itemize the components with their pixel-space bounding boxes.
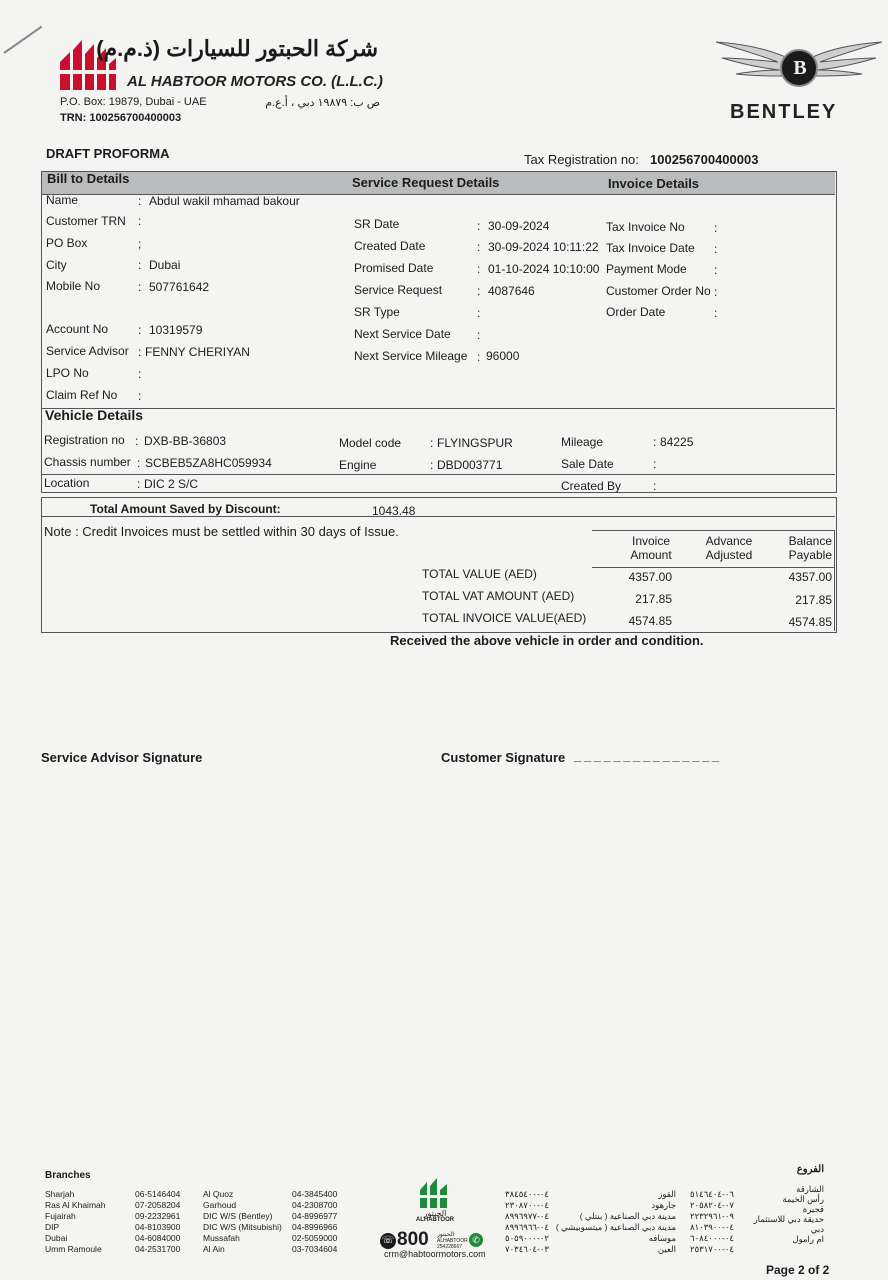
veh-value-location: DIC 2 S/C xyxy=(144,477,199,491)
sr-label-next-mileage: Next Service Mileage xyxy=(354,349,468,363)
branch-phone-arabic: ٠٤-٦٠٨٤٠٠٠ xyxy=(690,1233,734,1243)
veh-value-model-code: FLYINGSPUR xyxy=(437,436,513,450)
bill-label-mobile: Mobile No xyxy=(46,279,101,293)
bill-label-account: Account No xyxy=(46,322,109,336)
corner-mark xyxy=(3,26,42,54)
service-advisor-signature-label: Service Advisor Signature xyxy=(41,750,203,765)
branch-name: Dubai xyxy=(45,1233,68,1243)
inv-label-order-date: Order Date xyxy=(606,305,666,319)
bill-sep-city: : xyxy=(138,258,142,272)
sr-value-promised: 01-10-2024 10:10:00 xyxy=(488,262,600,276)
sr-label-created: Created Date xyxy=(354,239,426,253)
col-advance-adjusted-1: Advance xyxy=(705,534,753,548)
branch-name: Mussafah xyxy=(203,1233,240,1243)
inv-label-payment-mode: Payment Mode xyxy=(606,262,687,276)
bill-value-city: Dubai xyxy=(149,258,181,272)
branch-phone: 07-2058204 xyxy=(135,1200,181,1210)
branch-phone-arabic: ٠٤-٣٨٤٥٤٠٠ xyxy=(505,1189,549,1199)
bill-sep-account: : xyxy=(138,323,142,337)
veh-value-chassis: SCBEB5ZA8HC059934 xyxy=(145,456,272,470)
branch-name: DIP xyxy=(45,1222,60,1232)
veh-value-engine: DBD003771 xyxy=(437,458,503,472)
bill-sep-customer-trn: : xyxy=(138,214,142,228)
branch-name: Umm Ramoule xyxy=(45,1244,102,1254)
vehicle-divider-location xyxy=(42,474,835,475)
bill-to-header: Bill to Details xyxy=(47,171,130,186)
bill-sep-claim-ref: : xyxy=(138,389,142,403)
branches-label-arabic: الفروع xyxy=(796,1164,824,1175)
inv-sep-tax-invoice-no: : xyxy=(714,221,718,235)
bill-value-service-advisor: FENNY CHERIYAN xyxy=(145,345,250,359)
branch-phone: 04-2308700 xyxy=(292,1200,338,1210)
branch-phone-arabic: ٠٤-٨٩٩٦٩٧٧ xyxy=(505,1211,549,1221)
sr-value-service-request: 4087646 xyxy=(488,284,535,298)
bill-label-po-box: PO Box xyxy=(46,236,88,250)
credit-note: Note : Credit Invoices must be settled within 30 days of Issue. xyxy=(44,524,399,539)
branch-phone-arabic: ٠٧-٢٠٥٨٢٠٤ xyxy=(690,1200,734,1210)
company-name-arabic: شركة الحبتور للسيارات (ذ.م.م) xyxy=(96,36,378,61)
phone-icon: ☏ xyxy=(380,1233,396,1249)
discount-saved-value: 1043.48 xyxy=(372,504,416,518)
bill-sep-po-box: ; xyxy=(138,237,142,251)
totals-top-divider xyxy=(42,516,835,517)
sr-label-promised: Promised Date xyxy=(354,261,434,275)
bill-label-service-advisor: Service Advisor xyxy=(46,344,129,358)
bill-sep-lpo: : xyxy=(138,367,142,381)
branch-phone: 06-5146404 xyxy=(135,1189,181,1199)
received-statement: Received the above vehicle in order and condition. xyxy=(390,633,704,648)
totals-table-header-bottom xyxy=(592,567,835,568)
branch-phone-arabic: ٠٦-٥١٤٦٤٠٤ xyxy=(690,1189,734,1199)
sr-value-created: 30-09-2024 10:11:22 xyxy=(488,240,599,254)
col-invoice-amount-1: Invoice xyxy=(631,534,671,548)
page-number: Page 2 of 2 xyxy=(766,1263,830,1277)
branch-phone-arabic: ٠٢-٥٠٥٩٠٠٠ xyxy=(505,1233,549,1243)
totals-balance-col-divider xyxy=(834,530,835,631)
inv-label-tax-invoice-date: Tax Invoice Date xyxy=(606,241,695,255)
branch-phone: 04-6084000 xyxy=(135,1233,181,1243)
bill-sep-name: : xyxy=(138,194,142,208)
footer-col1-phones xyxy=(135,1189,180,1255)
discount-saved-label: Total Amount Saved by Discount: xyxy=(90,502,281,516)
footer-logo-caption: ALHABTOOR xyxy=(415,1217,455,1223)
branch-phone-arabic: ٠٤-٢٥٣١٧٠٠ xyxy=(690,1244,734,1254)
customer-signature-line: _ _ _ _ _ _ _ _ _ _ _ _ _ _ _ xyxy=(574,748,719,763)
branch-name: Ras Al Khaimah xyxy=(45,1200,106,1210)
tax-registration-value: 100256700400003 xyxy=(650,152,759,167)
branch-phone: 04-2531700 xyxy=(135,1244,181,1254)
total-invoice-invoice: 4574.85 xyxy=(628,614,672,628)
branch-phone: 04-8996966 xyxy=(292,1222,338,1232)
total-value-label: TOTAL VALUE (AED) xyxy=(422,567,537,581)
sr-sep-next-mileage: : xyxy=(477,350,481,364)
branch-phone-arabic: ٠٩-٢٢٣٢٩٦١ xyxy=(690,1211,734,1221)
inv-label-customer-order: Customer Order No xyxy=(606,284,711,298)
customer-signature-label: Customer Signature xyxy=(441,750,566,765)
inv-sep-order-date: : xyxy=(714,306,718,320)
bill-sep-service-advisor: : xyxy=(138,345,142,359)
vehicle-divider-top xyxy=(42,408,835,409)
bill-label-customer-trn: Customer TRN xyxy=(46,214,126,228)
footer-hotline-sub: ALHABTOOR 254228667 xyxy=(437,1238,468,1250)
bill-label-claim-ref: Claim Ref No xyxy=(46,388,118,402)
branch-name-arabic: العين xyxy=(657,1244,676,1254)
sr-sep-next-date: : xyxy=(477,328,481,342)
bentley-wordmark: BENTLEY xyxy=(730,101,838,123)
inv-sep-payment-mode: : xyxy=(714,263,718,277)
branches-label: Branches xyxy=(45,1170,91,1181)
footer-habtoor-logo-icon xyxy=(418,1178,452,1208)
branch-name: Al Quoz xyxy=(203,1189,234,1199)
veh-sep-chassis: : xyxy=(137,456,141,470)
branch-phone: 04-8996977 xyxy=(292,1211,338,1221)
veh-sep-registration: : xyxy=(135,434,139,448)
col-balance-payable-1: Balance xyxy=(788,534,832,548)
branch-name-arabic: دبي xyxy=(810,1224,824,1234)
branch-name-arabic: حديقة دبي للاستثمار xyxy=(753,1214,824,1224)
bill-value-mobile: 507761642 xyxy=(149,280,210,294)
bill-value-name: Abdul wakil mhamad bakour xyxy=(149,194,300,208)
vehicle-details-header: Vehicle Details xyxy=(45,407,144,423)
branch-name-arabic: الشارقة xyxy=(796,1184,824,1194)
veh-value-mileage: 84225 xyxy=(660,435,694,449)
footer-ar-col2-phones xyxy=(690,1189,734,1255)
veh-label-chassis: Chassis number xyxy=(44,455,131,469)
col-invoice-amount-2: Amount xyxy=(630,548,672,562)
bill-sep-mobile: : xyxy=(138,280,142,294)
bill-value-account: 10319579 xyxy=(149,323,203,337)
veh-label-mileage: Mileage xyxy=(561,435,604,449)
branch-name-arabic: جارهود xyxy=(651,1200,676,1210)
total-vat-label: TOTAL VAT AMOUNT (AED) xyxy=(422,589,575,603)
footer-ar-col2-names xyxy=(752,1184,824,1244)
branch-name: Al Ain xyxy=(203,1244,225,1254)
inv-sep-tax-invoice-date: : xyxy=(714,242,718,256)
col-balance-payable-2: Payable xyxy=(788,548,832,562)
footer-ar-col1-names xyxy=(555,1189,676,1255)
inv-sep-customer-order: : xyxy=(714,285,718,299)
branch-name: Fujairah xyxy=(45,1211,76,1221)
document-title: DRAFT PROFORMA xyxy=(46,146,170,161)
bill-label-name: Name xyxy=(46,193,79,207)
total-vat-invoice: 217.85 xyxy=(635,592,672,606)
company-po-box: P.O. Box: 19879, Dubai - UAE xyxy=(60,96,207,108)
company-po-box-arabic: ص ب: ١٩٨٧٩ دبي ، أ.ع.م xyxy=(265,97,380,109)
bentley-logo-letter: B xyxy=(793,57,807,79)
branch-name-arabic: مدينة دبي الصناعية ( ميتسوبيشي ) xyxy=(555,1222,676,1232)
branch-name-arabic: القوز xyxy=(658,1189,676,1199)
branch-name-arabic: رأس الخيمة xyxy=(782,1194,824,1204)
company-trn: TRN: 100256700400003 xyxy=(60,112,182,124)
sr-value-date: 30-09-2024 xyxy=(488,219,550,233)
branch-phone: 02-5059000 xyxy=(292,1233,338,1243)
branch-phone-arabic: ٠٤-٢٣٠٨٧٠٠ xyxy=(505,1200,549,1210)
branch-name: DIC W/S (Mitsubishi) xyxy=(203,1222,282,1232)
branch-name-arabic: مدينة دبي الصناعية ( بنتلي ) xyxy=(579,1211,676,1221)
branch-name-arabic: ام رامول xyxy=(792,1234,824,1244)
veh-sep-sale-date: : xyxy=(653,457,657,471)
totals-table-top xyxy=(592,530,835,531)
branch-phone: 04-3845400 xyxy=(292,1189,338,1199)
branch-phone-arabic: ٠٤-٨١٠٣٩٠٠ xyxy=(690,1222,734,1232)
sr-sep-created: : xyxy=(477,240,481,254)
sr-label-next-date: Next Service Date xyxy=(354,327,451,341)
tax-registration-label: Tax Registration no: xyxy=(524,152,639,167)
total-value-balance: 4357.00 xyxy=(788,570,832,584)
branch-name: DIC W/S (Bentley) xyxy=(203,1211,273,1221)
sr-sep-type: : xyxy=(477,306,481,320)
veh-value-registration: DXB-BB-36803 xyxy=(144,434,227,448)
sr-label-type: SR Type xyxy=(354,305,400,319)
branch-name: Garhoud xyxy=(203,1200,237,1210)
footer-logo-caption-arabic: الحبتور xyxy=(423,1209,447,1218)
veh-sep-engine: : xyxy=(430,458,434,472)
footer-col2-names xyxy=(203,1189,282,1255)
total-invoice-balance: 4574.85 xyxy=(788,615,832,629)
sr-label-date: SR Date xyxy=(354,217,400,231)
veh-label-location: Location xyxy=(44,476,90,490)
footer-col2-phones xyxy=(292,1189,337,1255)
veh-label-engine: Engine xyxy=(339,458,377,472)
inv-label-tax-invoice-no: Tax Invoice No xyxy=(606,220,685,234)
veh-label-created-by: Created By xyxy=(561,479,622,493)
branch-phone-arabic: ٠٤-٨٩٩٦٩٦٦ xyxy=(505,1222,549,1232)
bill-label-city: City xyxy=(46,258,67,272)
footer-hotline-sub-arabic: الحبتور xyxy=(437,1232,454,1238)
branch-phone: 04-8103900 xyxy=(135,1222,181,1232)
sr-sep-service-request: : xyxy=(477,284,481,298)
footer-email: crm@habtoormotors.com xyxy=(384,1249,486,1259)
col-advance-adjusted-2: Adjusted xyxy=(705,548,753,562)
footer-col1-names xyxy=(45,1189,105,1255)
sr-sep-promised: : xyxy=(477,262,481,276)
veh-label-sale-date: Sale Date xyxy=(561,457,614,471)
veh-label-registration: Registration no xyxy=(44,433,125,447)
footer-hotline-number: 800 xyxy=(397,1229,429,1250)
total-invoice-label: TOTAL INVOICE VALUE(AED) xyxy=(422,611,587,625)
veh-sep-location: : xyxy=(137,477,141,491)
veh-sep-created-by: : xyxy=(653,479,657,493)
veh-sep-mileage: : xyxy=(653,435,657,449)
branch-name-arabic: فجيرة xyxy=(802,1204,824,1214)
sr-value-next-mileage: 96000 xyxy=(486,349,520,363)
branch-name-arabic: موسافه xyxy=(648,1233,676,1243)
branch-name: Sharjah xyxy=(45,1189,75,1199)
veh-sep-model-code: : xyxy=(430,436,434,450)
service-request-header: Service Request Details xyxy=(352,175,500,190)
branch-phone-arabic: ٠٣-٧٠٣٤٦٠٤ xyxy=(505,1244,549,1254)
branch-phone: 09-2232961 xyxy=(135,1211,181,1221)
bill-label-lpo: LPO No xyxy=(46,366,89,380)
invoice-details-header: Invoice Details xyxy=(608,176,700,191)
footer-ar-col1-phones xyxy=(505,1189,549,1255)
total-vat-balance: 217.85 xyxy=(795,593,832,607)
whatsapp-icon: ✆ xyxy=(469,1233,483,1247)
company-name-english: AL HABTOOR MOTORS CO. (L.L.C.) xyxy=(127,73,383,90)
veh-label-model-code: Model code xyxy=(339,436,402,450)
branch-phone: 03-7034604 xyxy=(292,1244,338,1254)
sr-label-service-request: Service Request xyxy=(354,283,443,297)
sr-sep-date: : xyxy=(477,219,481,233)
total-value-invoice: 4357.00 xyxy=(628,570,672,584)
